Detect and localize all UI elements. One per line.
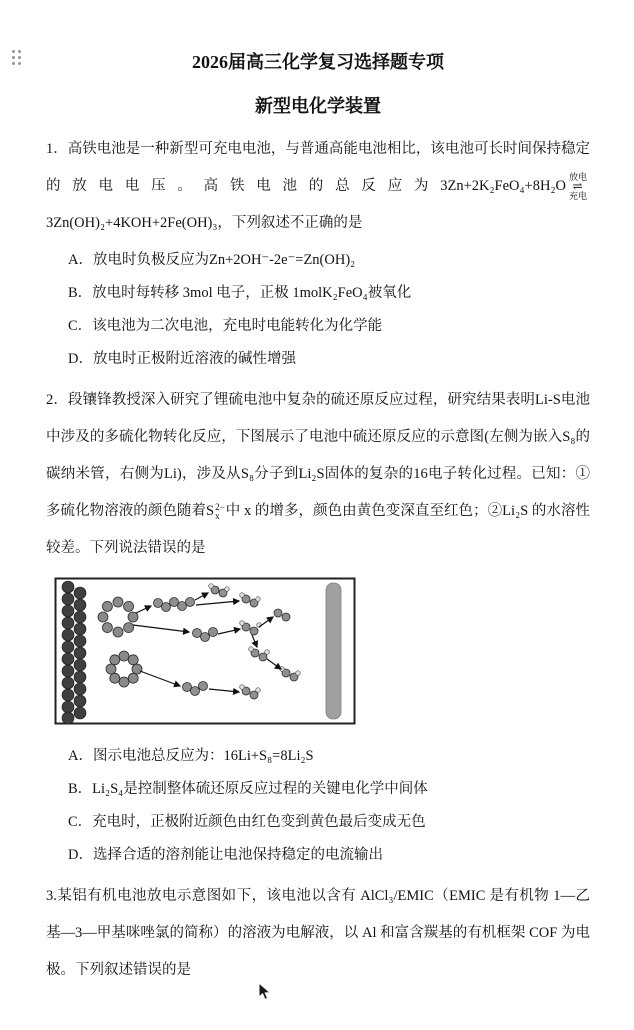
q2-option-a: A．图示电池总反应为：16Li+S₈=8Li₂S — [68, 747, 314, 764]
question-1-stem — [46, 131, 590, 242]
drag-handle-dot — [18, 56, 21, 59]
drag-handle-icon[interactable] — [12, 50, 21, 65]
page-subtitle: 新型电化学装置 — [255, 96, 381, 117]
mouse-cursor-icon — [258, 982, 274, 1002]
q1-option-a: A．放电时负极反应为Zn+2OH⁻-2e⁻=Zn(OH)₂ — [68, 251, 356, 268]
polysulfide-subscript: x — [215, 510, 220, 521]
q2-stem-text-part2: 中 x 的增多，颜色由黄色变深直至红色；②Li₂S 的水溶性较差。下列说法错误的是 — [46, 502, 590, 556]
question-1-options — [68, 244, 590, 376]
lithium-electrode — [326, 583, 341, 719]
equilibrium-arrow-icon: ⇌ — [572, 179, 584, 194]
q1-option-d: D．放电时正极附近溶液的碱性增强 — [68, 350, 296, 367]
page-title: 2026届高三化学复习选择题专项 — [192, 52, 444, 73]
drag-handle-dot — [18, 50, 21, 53]
question-2-stem — [46, 382, 590, 567]
q2-option-d: D．选择合适的溶剂能让电池保持稳定的电流输出 — [68, 846, 383, 863]
q2-option-c: C．充电时，正极附近颜色由红色变到黄色最后变成无色 — [68, 813, 426, 830]
q2-option-b: B．Li₂S₄是控制整体硫还原反应过程的关键电化学中间体 — [68, 780, 428, 797]
q2-stem-text-part1: 2．段镶锋教授深入研究了锂硫电池中复杂的硫还原反应过程，研究结果表明Li-S电池中涉及的多硫化物转化反应，下图展示了电池中硫还原反应的示意图(左侧为嵌入S₈的碳纳米管，右侧为Li)，涉及从S₈分子到Li₂S固体的复杂的16电子转化过程。已知：①多硫化物溶液的颜色随着 — [46, 391, 590, 519]
drag-handle-dot — [12, 56, 15, 59]
q1-option-c: C．该电池为二次电池，充电时电能转化为化学能 — [68, 317, 383, 334]
reversible-reaction-conditions — [569, 172, 587, 201]
q1-option-b: B．放电时每转移 3mol 电子，正极 1molK₂FeO₄被氧化 — [68, 284, 412, 301]
q1-stem-text-before-equation: 1．高铁电池是一种新型可充电电池，与普通高能电池相比，该电池可长时间保持稳定的放电电压。高铁电池的总反应为3Zn+2K₂FeO₄+8H₂O — [46, 140, 590, 194]
drag-handle-dot — [12, 62, 15, 65]
condition-charge-label: 充电 — [568, 191, 587, 202]
polysulfide-superscript: 2− — [215, 501, 225, 512]
sulfur-reduction-diagram — [54, 577, 356, 725]
polysulfide-formula-base: S — [206, 502, 215, 519]
drag-handle-dot — [18, 62, 21, 65]
polysulfide-formula-scripts — [215, 503, 225, 521]
drag-handle-dot — [12, 50, 15, 53]
q1-stem-text-after-equation: 3Zn(OH)₂+4KOH+2Fe(OH)₃，下列叙述不正确的是 — [46, 214, 363, 231]
question-2-options — [68, 740, 590, 872]
condition-discharge-label: 放电 — [568, 172, 587, 183]
question-3-stem: 3.某铝有机电池放电示意图如下，该电池以含有 AlCl₃/EMIC（EMIC 是有机物 1—乙基—3—甲基咪唑氯的简称）的溶液为电解液，以 Al 和富含羰基的有机框架 COF 为电极。下列叙述错误的是 — [46, 887, 591, 978]
diagram-border — [56, 578, 355, 723]
